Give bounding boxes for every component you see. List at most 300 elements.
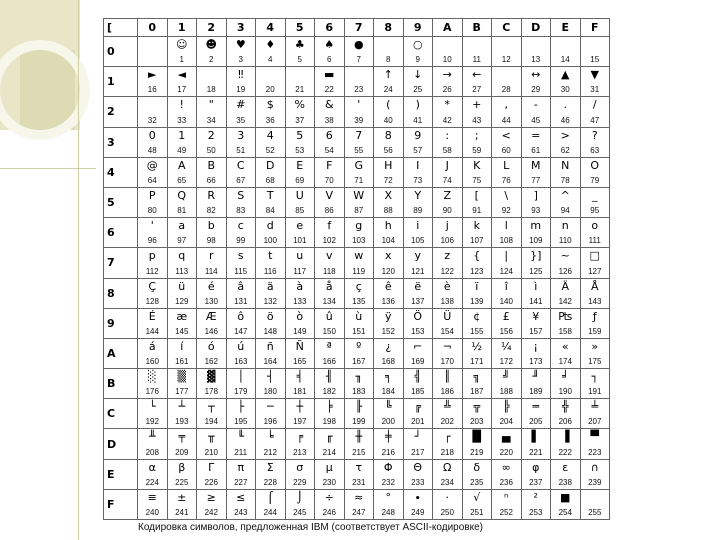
char-code: 175	[588, 357, 602, 367]
char-cell	[315, 67, 345, 97]
char-cell	[492, 459, 522, 489]
char-cell	[344, 37, 374, 67]
char-code: 45	[531, 115, 541, 125]
char-symbol: ï	[475, 279, 479, 293]
char-cell	[315, 218, 345, 248]
char-symbol: Γ	[208, 460, 215, 474]
char-symbol: q	[178, 249, 186, 263]
char-symbol: y	[414, 249, 421, 263]
char-code: 180	[263, 387, 277, 397]
char-cell	[521, 489, 551, 519]
char-code: 4	[268, 55, 273, 65]
char-code: 192	[145, 417, 159, 427]
char-code: 78	[560, 175, 570, 185]
char-cell	[344, 157, 374, 187]
char-symbol: ╕	[384, 370, 392, 384]
char-cell	[344, 338, 374, 368]
char-cell	[285, 218, 315, 248]
char-code: 160	[145, 357, 159, 367]
char-cell	[226, 489, 256, 519]
char-code: 138	[440, 296, 454, 306]
char-cell	[226, 37, 256, 67]
char-code: 133	[293, 296, 307, 306]
char-cell	[403, 338, 433, 368]
char-cell	[492, 187, 522, 217]
char-cell	[197, 218, 227, 248]
char-cell	[521, 127, 551, 157]
char-cell	[256, 97, 286, 127]
char-code: 233	[411, 477, 425, 487]
char-symbol: Φ	[383, 460, 393, 474]
char-symbol: ¡	[533, 339, 538, 353]
char-code: 67	[236, 175, 246, 185]
char-symbol: /	[592, 98, 597, 112]
char-cell	[551, 459, 581, 489]
char-cell	[167, 97, 197, 127]
char-code: 5	[297, 55, 302, 65]
char-code: 163	[234, 357, 248, 367]
char-code: 55	[354, 145, 364, 155]
char-cell	[403, 369, 433, 399]
char-symbol: ²	[533, 490, 538, 504]
char-symbol: α	[148, 460, 156, 474]
row-header: 8	[104, 278, 138, 308]
char-cell	[138, 97, 168, 127]
char-code: 187	[470, 387, 484, 397]
char-symbol: å	[325, 279, 333, 293]
char-code: 64	[147, 175, 157, 185]
char-symbol: Ω	[443, 460, 452, 474]
char-symbol: ª	[326, 339, 332, 353]
char-code: 24	[383, 85, 393, 95]
char-symbol: u	[296, 249, 304, 263]
char-cell	[521, 67, 551, 97]
char-code: 10	[442, 55, 452, 65]
char-cell	[374, 248, 404, 278]
char-code: 69	[295, 175, 305, 185]
char-cell	[462, 218, 492, 248]
char-code: 70	[324, 175, 334, 185]
char-cell	[551, 127, 581, 157]
char-symbol: L	[503, 158, 510, 172]
char-cell	[403, 459, 433, 489]
char-code: 200	[381, 417, 395, 427]
row-header: 2	[104, 97, 138, 127]
char-cell	[374, 459, 404, 489]
table-caption: Кодировка символов, предложенная IBM (соответствует ASCII-кодировке)	[138, 522, 483, 533]
char-code: 117	[293, 266, 307, 276]
char-symbol: ä	[266, 279, 274, 293]
char-symbol: ÷	[324, 490, 334, 504]
char-cell	[374, 187, 404, 217]
char-symbol: ♣	[294, 38, 305, 51]
char-code: 166	[322, 357, 336, 367]
char-code: 143	[588, 296, 602, 306]
char-symbol: .	[563, 98, 567, 112]
char-code: 21	[295, 85, 305, 95]
char-cell	[521, 369, 551, 399]
char-symbol: ╤	[178, 430, 186, 444]
char-code: 205	[529, 417, 543, 427]
char-symbol: X	[384, 188, 393, 202]
char-cell	[462, 67, 492, 97]
char-cell	[315, 429, 345, 459]
char-cell	[462, 37, 492, 67]
char-symbol: :	[445, 128, 450, 142]
column-header-row	[104, 19, 610, 37]
char-symbol: π	[237, 460, 245, 474]
char-code: 101	[293, 236, 307, 246]
char-cell	[492, 489, 522, 519]
row-header: 6	[104, 218, 138, 248]
char-cell	[521, 157, 551, 187]
char-symbol: C	[236, 158, 245, 172]
char-cell	[256, 489, 286, 519]
char-cell	[167, 67, 197, 97]
char-symbol: Y	[414, 188, 422, 202]
char-symbol: β	[178, 460, 186, 474]
char-cell	[344, 67, 374, 97]
char-cell	[256, 248, 286, 278]
char-code: 106	[440, 236, 454, 246]
char-code: 170	[440, 357, 454, 367]
char-code: 39	[354, 115, 364, 125]
char-symbol: ê	[384, 279, 392, 293]
char-symbol: ç	[355, 279, 362, 293]
char-cell	[226, 218, 256, 248]
char-code: 219	[470, 447, 484, 457]
char-code: 28	[501, 85, 511, 95]
char-symbol: σ	[296, 460, 304, 474]
char-cell	[285, 338, 315, 368]
char-code: 199	[352, 417, 366, 427]
char-symbol: É	[148, 309, 156, 323]
char-cell	[374, 67, 404, 97]
char-symbol: ┴	[178, 400, 186, 414]
row-header: 7	[104, 248, 138, 278]
char-cell	[374, 127, 404, 157]
char-cell	[138, 489, 168, 519]
table-row	[104, 308, 610, 338]
char-cell	[580, 308, 610, 338]
char-symbol: ¢	[473, 309, 481, 323]
char-cell	[433, 338, 463, 368]
char-cell	[462, 127, 492, 157]
table-row	[104, 97, 610, 127]
char-code: 111	[588, 236, 601, 246]
char-code: 14	[560, 55, 570, 65]
char-cell	[374, 399, 404, 429]
char-symbol: √	[473, 490, 481, 504]
char-code: 38	[324, 115, 334, 125]
char-cell	[315, 127, 345, 157]
slide-decoration	[0, 0, 96, 540]
row-header: C	[104, 399, 138, 429]
char-cell	[521, 97, 551, 127]
char-symbol: ;	[474, 128, 479, 142]
char-cell	[138, 67, 168, 97]
char-code: 128	[145, 296, 159, 306]
row-header: 1	[104, 67, 138, 97]
char-code: 247	[352, 508, 366, 517]
char-code: 194	[204, 417, 218, 427]
column-header: E	[551, 19, 581, 37]
char-symbol: @	[146, 158, 158, 172]
char-cell	[315, 399, 345, 429]
char-code: 177	[175, 387, 189, 397]
char-cell	[285, 187, 315, 217]
char-symbol: &	[324, 98, 334, 112]
char-symbol: ├	[237, 400, 245, 414]
char-cell	[138, 187, 168, 217]
char-cell	[197, 369, 227, 399]
table-row	[104, 157, 610, 187]
char-code: 62	[560, 145, 570, 155]
char-code: 156	[499, 326, 513, 336]
char-symbol: ▲	[561, 68, 570, 82]
char-code: 125	[529, 266, 543, 276]
char-cell	[462, 97, 492, 127]
char-code: 112	[145, 266, 159, 276]
char-code: 188	[499, 387, 513, 397]
char-code: 159	[588, 326, 602, 336]
char-symbol: P	[148, 188, 156, 202]
char-code: 182	[322, 387, 336, 397]
char-code: 63	[590, 145, 600, 155]
char-symbol: ▓	[207, 370, 216, 384]
char-symbol: ╫	[355, 430, 363, 444]
column-header: 1	[167, 19, 197, 37]
char-cell	[197, 459, 227, 489]
char-code: 229	[293, 477, 307, 487]
char-cell	[344, 369, 374, 399]
char-cell	[462, 338, 492, 368]
char-symbol: ¥	[532, 309, 540, 323]
char-cell	[226, 248, 256, 278]
char-code: 83	[236, 206, 246, 216]
char-cell	[167, 218, 197, 248]
char-cell	[580, 338, 610, 368]
table-row	[104, 218, 610, 248]
char-cell	[462, 489, 492, 519]
char-code: 209	[175, 447, 189, 457]
char-symbol: H	[384, 158, 393, 172]
char-symbol: U	[295, 188, 304, 202]
char-code: 98	[206, 236, 216, 246]
char-symbol: ╘	[266, 430, 274, 444]
char-code: 197	[293, 417, 307, 427]
char-cell	[403, 399, 433, 429]
char-symbol: Ç	[148, 279, 157, 293]
char-symbol: V	[325, 188, 334, 202]
char-cell	[551, 218, 581, 248]
char-symbol: ↑	[383, 68, 393, 82]
char-cell	[256, 338, 286, 368]
char-symbol: W	[353, 188, 365, 202]
char-code: 120	[381, 266, 395, 276]
char-code: 15	[590, 55, 600, 65]
char-cell	[521, 37, 551, 67]
char-symbol: ·	[445, 490, 449, 504]
char-symbol: ☻	[205, 38, 217, 51]
char-symbol: ╛	[561, 370, 569, 384]
char-cell	[285, 127, 315, 157]
char-code: 73	[413, 175, 423, 185]
char-cell	[138, 278, 168, 308]
char-code: 87	[354, 206, 364, 216]
row-header: 3	[104, 127, 138, 157]
char-code: 167	[352, 357, 366, 367]
char-cell	[433, 489, 463, 519]
char-cell	[462, 248, 492, 278]
char-symbol: 6	[325, 128, 333, 142]
table-row	[104, 399, 610, 429]
char-symbol: ô	[237, 309, 245, 323]
char-symbol: ♦	[265, 38, 276, 51]
char-cell	[433, 459, 463, 489]
char-cell	[285, 278, 315, 308]
char-code: 244	[263, 508, 277, 517]
table-row	[104, 459, 610, 489]
char-cell	[403, 278, 433, 308]
char-code: 210	[204, 447, 218, 457]
char-symbol: x	[384, 249, 392, 263]
char-code: 17	[177, 85, 187, 95]
char-code: 154	[440, 326, 454, 336]
char-cell	[138, 429, 168, 459]
char-code: 41	[413, 115, 423, 125]
char-cell	[138, 338, 168, 368]
char-cell	[580, 489, 610, 519]
char-cell	[551, 338, 581, 368]
char-symbol: ▄	[502, 430, 511, 444]
char-code: 121	[411, 266, 425, 276]
char-code: 116	[263, 266, 277, 276]
char-symbol: $	[266, 98, 274, 112]
char-symbol: ì	[534, 279, 538, 293]
char-symbol: Ö	[413, 309, 423, 323]
char-symbol: o	[591, 219, 599, 233]
char-cell	[462, 459, 492, 489]
char-cell	[580, 187, 610, 217]
char-symbol: │	[237, 370, 245, 384]
char-symbol: ₧	[558, 309, 573, 323]
char-code: 141	[529, 296, 543, 306]
char-symbol: d	[266, 219, 274, 233]
char-cell	[197, 429, 227, 459]
char-code: 161	[175, 357, 189, 367]
char-symbol: I	[416, 158, 420, 172]
char-cell	[167, 157, 197, 187]
char-cell	[462, 187, 492, 217]
char-symbol: j	[445, 219, 449, 233]
char-code: 82	[206, 206, 216, 216]
table-row	[104, 67, 610, 97]
char-cell	[167, 489, 197, 519]
char-cell	[403, 218, 433, 248]
char-symbol: 5	[296, 128, 304, 142]
column-header: 4	[256, 19, 286, 37]
char-cell	[521, 308, 551, 338]
char-symbol: 1	[178, 128, 186, 142]
char-code: 118	[322, 266, 336, 276]
char-symbol: ╙	[237, 430, 245, 444]
char-cell	[167, 308, 197, 338]
char-symbol: ►	[148, 68, 157, 82]
corner-label: [	[104, 19, 138, 37]
char-symbol: ⌐	[413, 339, 423, 353]
char-cell	[197, 157, 227, 187]
char-code: 27	[472, 85, 482, 95]
char-symbol: S	[237, 188, 245, 202]
char-code: 30	[560, 85, 570, 95]
char-symbol: ½	[471, 339, 483, 353]
char-symbol: ε	[562, 460, 569, 474]
char-code: 255	[588, 508, 602, 517]
char-symbol: 4	[266, 128, 274, 142]
char-symbol: ?	[591, 128, 598, 142]
char-symbol: █	[472, 430, 481, 444]
char-code: 22	[324, 85, 334, 95]
char-symbol: □	[589, 249, 600, 263]
char-symbol: ╥	[207, 430, 215, 444]
row-header: 0	[104, 37, 138, 67]
char-code: 61	[531, 145, 541, 155]
char-code: 232	[381, 477, 395, 487]
char-code: 103	[352, 236, 366, 246]
char-symbol: 8	[384, 128, 392, 142]
char-code: 93	[531, 206, 541, 216]
char-code: 46	[560, 115, 570, 125]
char-cell	[374, 338, 404, 368]
char-code: 76	[501, 175, 511, 185]
char-code: 129	[175, 296, 189, 306]
char-code: 220	[499, 447, 513, 457]
char-cell	[167, 459, 197, 489]
char-symbol: |	[504, 249, 509, 263]
char-cell	[521, 218, 551, 248]
char-symbol: !	[179, 98, 184, 112]
char-symbol: \	[504, 188, 509, 202]
char-cell	[344, 248, 374, 278]
char-cell	[462, 308, 492, 338]
char-code: 44	[501, 115, 511, 125]
table-row	[104, 248, 610, 278]
char-code: 51	[236, 145, 246, 155]
char-symbol: ▼	[590, 68, 599, 82]
char-code: 42	[442, 115, 452, 125]
char-symbol: ⌠	[267, 490, 274, 504]
char-cell	[462, 429, 492, 459]
char-code: 174	[558, 357, 572, 367]
char-code: 115	[234, 266, 248, 276]
char-cell	[256, 399, 286, 429]
char-cell	[374, 308, 404, 338]
char-symbol: ║	[443, 370, 451, 384]
char-cell	[285, 429, 315, 459]
char-code: 91	[472, 206, 482, 216]
char-cell	[521, 338, 551, 368]
char-symbol: ↓	[413, 68, 423, 82]
char-cell	[138, 399, 168, 429]
char-code: 139	[470, 296, 484, 306]
char-cell	[197, 489, 227, 519]
char-code: 74	[442, 175, 452, 185]
char-code: 124	[499, 266, 513, 276]
char-symbol: w	[354, 249, 364, 263]
char-cell	[315, 157, 345, 187]
char-cell	[167, 127, 197, 157]
